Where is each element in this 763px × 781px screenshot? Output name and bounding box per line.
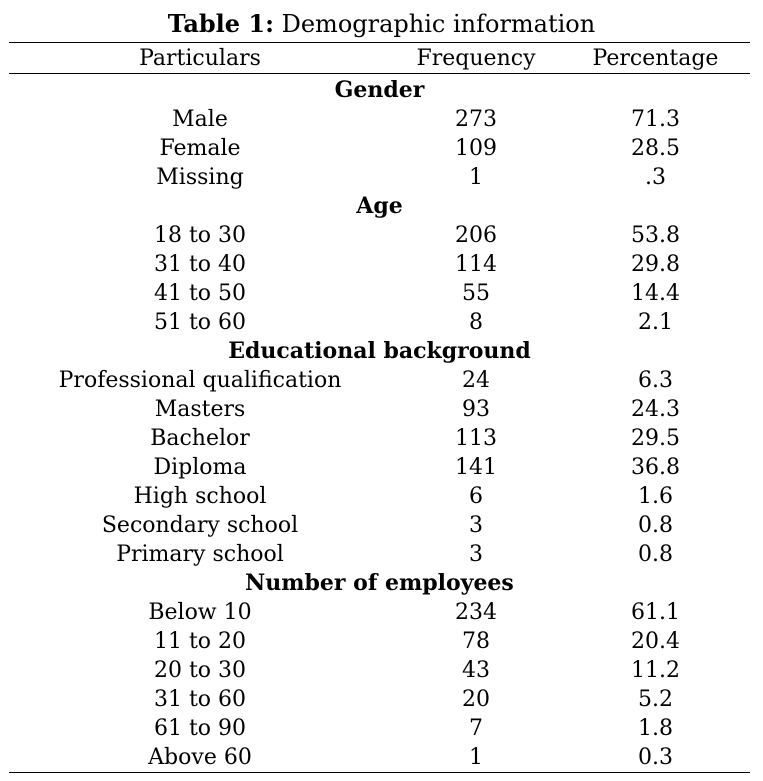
- percentage-cell: 28.5: [631, 136, 680, 161]
- table-top-rule: [9, 42, 750, 43]
- section-title: Number of employees: [245, 570, 514, 596]
- particular-cell: 31 to 60: [153, 687, 247, 712]
- frequency-cell: 206: [455, 223, 497, 248]
- frequency-cell: 7: [469, 716, 483, 741]
- percentage-cell: .3: [645, 165, 666, 190]
- percentage-cell: 61.1: [631, 600, 680, 625]
- particular-cell: Above 60: [148, 745, 252, 770]
- percentage-cell: 0.8: [638, 513, 673, 538]
- particular-cell: Below 10: [148, 600, 252, 625]
- percentage-cell: 2.1: [638, 310, 673, 335]
- frequency-cell: 78: [462, 629, 490, 654]
- table-caption-text: Demographic information: [273, 10, 596, 38]
- frequency-cell: 3: [469, 542, 483, 567]
- percentage-cell: 36.8: [631, 455, 680, 480]
- frequency-cell: 8: [469, 310, 483, 335]
- frequency-cell: 20: [462, 687, 490, 712]
- frequency-cell: 93: [462, 397, 490, 422]
- table-caption: [0, 9, 763, 39]
- percentage-cell: 5.2: [638, 687, 673, 712]
- table-header-row: [9, 44, 750, 73]
- percentage-cell: 71.3: [631, 107, 680, 132]
- column-header-particulars: Particulars: [139, 46, 261, 71]
- table-row: [9, 395, 750, 424]
- frequency-cell: 6: [469, 484, 483, 509]
- frequency-cell: 43: [462, 658, 490, 683]
- table-row: [9, 221, 750, 250]
- frequency-cell: 113: [455, 426, 497, 451]
- table-row: [9, 656, 750, 685]
- table-row: [9, 743, 750, 772]
- table-row: [9, 424, 750, 453]
- frequency-cell: 3: [469, 513, 483, 538]
- frequency-cell: 234: [455, 600, 497, 625]
- percentage-cell: 24.3: [631, 397, 680, 422]
- table-row: [9, 511, 750, 540]
- section-title: Gender: [334, 77, 425, 103]
- particular-cell: Primary school: [116, 542, 284, 567]
- table-row: [9, 163, 750, 192]
- percentage-cell: 1.8: [638, 716, 673, 741]
- section-row: [9, 337, 750, 366]
- particular-cell: Bachelor: [150, 426, 250, 451]
- particular-cell: 18 to 30: [153, 223, 247, 248]
- percentage-cell: 29.8: [631, 252, 680, 277]
- particular-cell: High school: [133, 484, 267, 509]
- section-row: [9, 76, 750, 105]
- section-title: Age: [356, 193, 403, 219]
- frequency-cell: 114: [455, 252, 497, 277]
- table-row: [9, 366, 750, 395]
- particular-cell: Female: [159, 136, 241, 161]
- frequency-cell: 109: [455, 136, 497, 161]
- percentage-cell: 1.6: [638, 484, 673, 509]
- frequency-cell: 1: [469, 745, 483, 770]
- table-row: [9, 308, 750, 337]
- table-caption-label: Table 1:: [167, 9, 274, 38]
- particular-cell: Secondary school: [101, 513, 299, 538]
- frequency-cell: 24: [462, 368, 490, 393]
- particular-cell: Masters: [154, 397, 246, 422]
- section-title: Educational background: [228, 338, 531, 364]
- frequency-cell: 55: [462, 281, 490, 306]
- frequency-cell: 273: [455, 107, 497, 132]
- percentage-cell: 11.2: [631, 658, 680, 683]
- table-header-rule: [9, 73, 750, 74]
- table-row: [9, 453, 750, 482]
- table-row: [9, 250, 750, 279]
- percentage-cell: 20.4: [631, 629, 680, 654]
- table-row: [9, 714, 750, 743]
- particular-cell: 20 to 30: [153, 658, 247, 683]
- section-row: [9, 192, 750, 221]
- particular-cell: 51 to 60: [153, 310, 247, 335]
- table-row: [9, 685, 750, 714]
- table-bottom-rule: [9, 772, 750, 773]
- frequency-cell: 141: [455, 455, 497, 480]
- particular-cell: 31 to 40: [153, 252, 247, 277]
- frequency-cell: 1: [469, 165, 483, 190]
- percentage-cell: 53.8: [631, 223, 680, 248]
- percentage-cell: 6.3: [638, 368, 673, 393]
- percentage-cell: 29.5: [631, 426, 680, 451]
- particular-cell: 41 to 50: [153, 281, 247, 306]
- particular-cell: 61 to 90: [153, 716, 247, 741]
- table-row: [9, 134, 750, 163]
- particular-cell: Male: [172, 107, 228, 132]
- particular-cell: Professional qualification: [58, 368, 342, 393]
- percentage-cell: 0.8: [638, 542, 673, 567]
- table-row: [9, 598, 750, 627]
- table-row: [9, 627, 750, 656]
- particular-cell: Diploma: [153, 455, 247, 480]
- percentage-cell: 14.4: [631, 281, 680, 306]
- particular-cell: 11 to 20: [153, 629, 247, 654]
- percentage-cell: 0.3: [638, 745, 673, 770]
- particular-cell: Missing: [156, 165, 244, 190]
- column-header-percentage: Percentage: [592, 46, 719, 71]
- table-row: [9, 540, 750, 569]
- table-row: [9, 279, 750, 308]
- table-row: [9, 105, 750, 134]
- table-row: [9, 482, 750, 511]
- column-header-frequency: Frequency: [416, 46, 536, 71]
- section-row: [9, 569, 750, 598]
